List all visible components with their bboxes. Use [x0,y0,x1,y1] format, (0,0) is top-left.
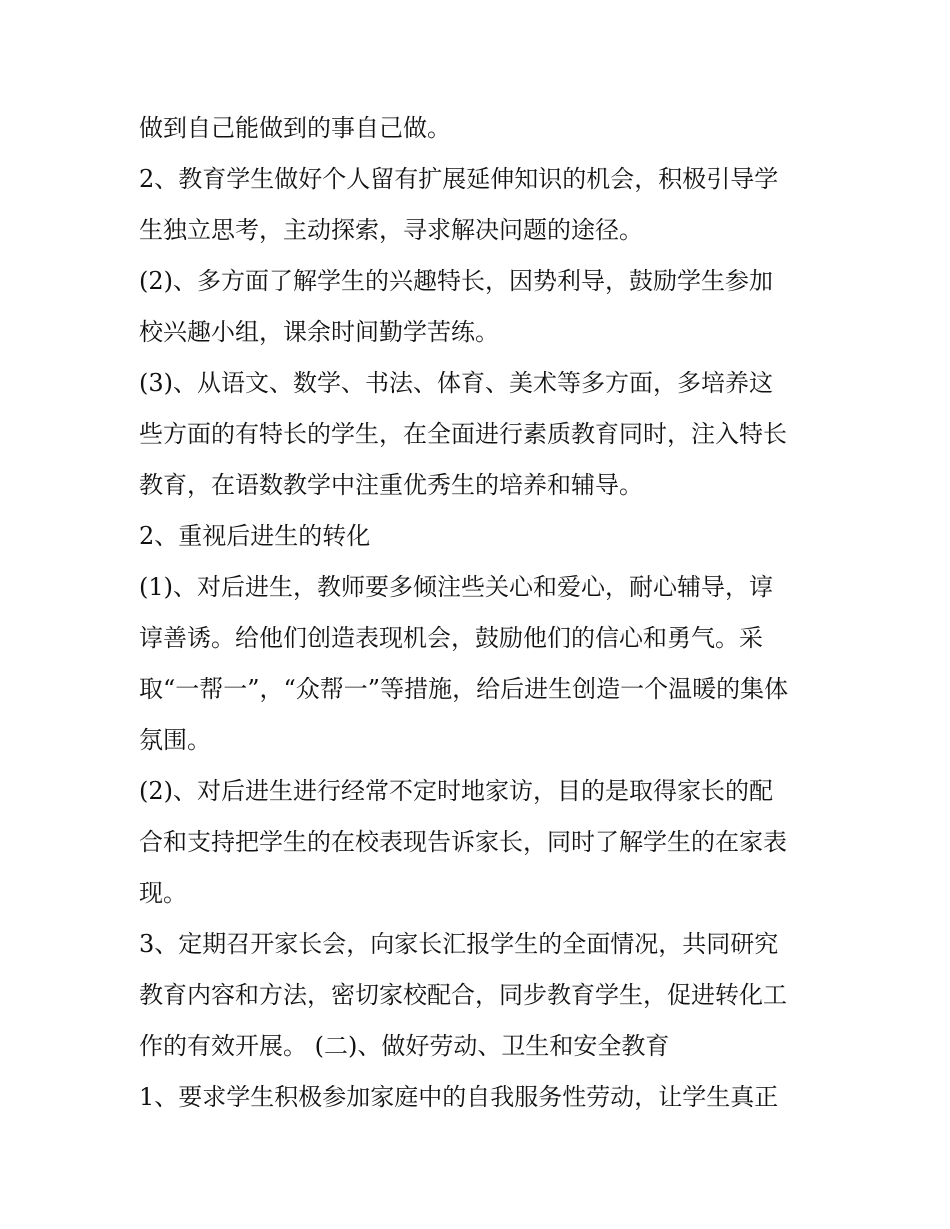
text-line: 些方面的有特长的学生，在全面进行素质教育同时，注入特长 [139,420,787,448]
text-line: 取“一帮一”，“众帮一”等措施，给后进生创造一个温暖的集体 [139,675,789,703]
text-line: (2)、多方面了解学生的兴趣特长，因势利导，鼓励学生参加 [139,267,773,295]
text-line: (3)、从语文、数学、书法、体育、美术等多方面，多培养这 [139,369,773,397]
section-heading: 2、重视后进生的转化 [139,522,371,550]
text-line: 作的有效开展。 (二)、做好劳动、卫生和安全教育 [139,1032,670,1060]
text-line: (2)、对后进生进行经常不定时地家访，目的是取得家长的配 [139,777,773,805]
text-line: 现。 [139,879,187,907]
document-body [139,103,829,1123]
text-line: 谆善诱。给他们创造表现机会，鼓励他们的信心和勇气。采 [139,624,763,652]
text-line: 氛围。 [139,726,211,754]
text-line: 教育，在语数教学中注重优秀生的培养和辅导。 [139,471,643,499]
text-line: 生独立思考，主动探索，寻求解决问题的途径。 [139,216,643,244]
text-line: 2、教育学生做好个人留有扩展延伸知识的机会，积极引导学 [139,165,779,193]
text-line: 做到自己能做到的事自己做。 [139,114,451,142]
text-line: 1、要求学生积极参加家庭中的自我服务性劳动，让学生真正 [139,1083,779,1111]
text-line: 教育内容和方法，密切家校配合，同步教育学生，促进转化工 [139,981,787,1009]
text-line: (1)、对后进生，教师要多倾注些关心和爱心，耐心辅导，谆 [139,573,773,601]
text-line: 合和支持把学生的在校表现告诉家长，同时了解学生的在家表 [139,828,787,856]
text-line: 3、定期召开家长会，向家长汇报学生的全面情况，共同研究 [139,930,779,958]
text-line: 校兴趣小组，课余时间勤学苦练。 [139,318,499,346]
